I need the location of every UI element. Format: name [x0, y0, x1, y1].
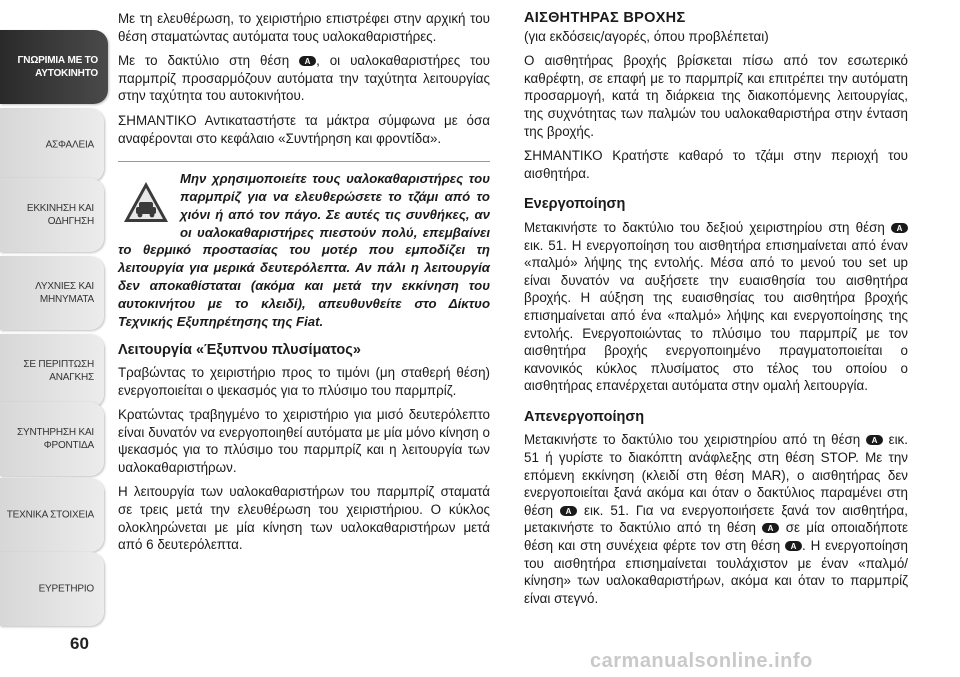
svg-text:A: A	[565, 506, 572, 516]
tab-technical-data[interactable]	[0, 478, 104, 552]
paragraph-important: ΣΗΜΑΝΤΙΚΟ Αντικαταστήστε τα μάκτρα σύμφωνα με όσα αναφέρονται στο κεφάλαιο «Συντήρηση και φροντίδα».	[118, 112, 490, 146]
paragraph: Κρατώντας τραβηγμένο το χειριστήριο για μισό δευτερόλεπτο είναι δυνατόν να ενεργοποιηθεί αυτόματα με μία μόνο κίνηση ο ψεκασμός για το πλύσιμο του παρμπρίζ και η λειτουργία των υαλοκαθαριστήρων.	[118, 407, 490, 475]
paragraph: Η λειτουργία των υαλοκαθαριστήρων του παρμπρίζ σταματά σε τρεις μετά την ελευθέρωση του χειριστήριου. Ο κύκλος ολοκληρώνεται με μία κίνηση των υαλοκαθαριστήρων μετά από 6 δευτερόλεπτα.	[118, 484, 490, 553]
text: , οι υαλοκαθαριστήρες του παρμπρίζ προσαρμόζουν αυτόματα την ταχύτητα λειτουργίας στην ταχύτητα του αυτοκινήτου.	[118, 53, 490, 104]
text: εικ. 51. Για να ενεργοποιήσετε ξανά τον αισθητήρα, μετακινήστε το δακτύλιο από τη θέση	[524, 502, 908, 536]
svg-text:A: A	[304, 57, 311, 67]
svg-text:A: A	[896, 223, 903, 233]
auto-wiper-icon	[891, 223, 908, 233]
svg-text:A: A	[871, 436, 878, 446]
auto-wiper-icon	[762, 523, 779, 533]
page-number: 60	[70, 634, 89, 653]
tab-label: ΕΥΡΕΤΗΡΙΟ	[38, 583, 94, 595]
right-column	[524, 10, 908, 614]
tab-label: ΣΥΝΤΗΡΗΣΗ ΚΑΙ ΦΡΟΝΤΙΔΑ	[17, 427, 94, 451]
auto-wiper-icon	[560, 506, 577, 516]
svg-text:A: A	[790, 542, 797, 552]
svg-text:A: A	[767, 524, 774, 534]
text: εικ. 51 ή γυρίστε το διακόπτη ανάφλεξης στη θέση STOP. Με την επόμενη εκκίνηση (κλειδί στη θέση MAR), ο αισθητήρας δεν ενεργοποιείται ξανά ακόμα και όταν ο δακτύλιος παραμένει στη θέση	[524, 432, 908, 518]
text: Μετακινήστε το δακτύλιο του χειριστηρίου από τη θέση	[524, 432, 861, 448]
tab-getting-to-know[interactable]	[0, 30, 108, 104]
watermark: carmanualsonline.info	[590, 650, 813, 672]
tab-safety[interactable]	[0, 108, 104, 182]
warning-triangle-icon	[122, 180, 170, 224]
section-subtitle: (για εκδόσεις/αγορές, όπου προβλέπεται)	[524, 28, 769, 44]
auto-wiper-icon	[866, 435, 883, 445]
text: Με το δακτύλιο στη θέση	[118, 53, 290, 69]
deactivation-heading: Απενεργοποίηση	[524, 408, 645, 425]
tab-index[interactable]	[0, 552, 104, 626]
warning-box	[118, 161, 490, 330]
tab-warning-lights[interactable]	[0, 256, 104, 330]
text: σε μία οποιαδήποτε θέση και στη συνέχεια φέρτε τον στη θέση	[524, 520, 908, 554]
section-title: ΑΙΣΘΗΤΗΡΑΣ ΒΡΟΧΗΣ	[524, 10, 686, 26]
paragraph: Με τη ελευθέρωση, το χειριστήριο επιστρέφει στην αρχική του θέση σταματώντας αυτόματα τους υαλοκαθαριστήρες.	[118, 11, 490, 44]
auto-wiper-icon	[299, 56, 316, 66]
tab-label: ΓΝΩΡΙΜΙΑ ΜΕ ΤΟ ΑΥΤΟΚΙΝΗΤΟ	[17, 55, 98, 79]
tab-label: ΛΥΧΝΙΕΣ ΚΑΙ ΜΗΝΥΜΑΤΑ	[35, 281, 94, 305]
text: εικ. 51. Η ενεργοποίηση του αισθητήρα επισημαίνεται από έναν «παλμό» λήψης της εντολής. Μέσα από το μενού του set up είναι δυνατόν να αυξήσετε την ευαισθησία του αισθητήρα βροχής. Η αύξηση της ευαισθησίας του αισθητήρα βροχής επισημαίνεται από ένα «παλμό» λήψης και ενεργοποίησης της εντολής. Ενεργοποιώντας το πλύσιμο του παρμπρίζ με τον αισθητήρα βροχής ενεργοποιημένο πραγματοποιείται ο κανονικός κύκλος πλυσίματος στο τέλος του οποίου ο αισθητήρας επανέρχεται αυτόματα στην ομαλή λειτουργία.	[524, 237, 908, 394]
warning-text: Μην χρησιμοποιείτε τους υαλοκαθαριστήρες του παρμπρίζ για να ελευθερώσετε το τζάμι από το χιόνι ή από τον πάγο. Σε αυτές τις συνθήκες, αν οι υαλοκαθαριστήρες πιεστούν πολύ, επεμβαίνει το θερμικό προστασίας του μοτέρ που εμποδίζει τη λειτουργία για μερικά δευτερόλεπτα. Αν πάλι η λειτουργία δεν αποκαθίσταται (ακόμα και μετά την εκκίνηση του αυτοκινήτου με το κλειδί), απευθυνθείτε στο Δίκτυο Τεχνικής Εξυπηρέτησης της Fiat.	[118, 171, 490, 329]
tab-starting-driving[interactable]	[0, 178, 104, 252]
paragraph: Τραβώντας το χειριστήριο προς το τιμόνι (μη σταθερή θέση) ενεργοποιείται ο ψεκασμός για το πλύσιμο του παρμπρίζ.	[118, 364, 490, 398]
paragraph-important: ΣΗΜΑΝΤΙΚΟ Κρατήστε καθαρό το τζάμι στην περιοχή του αισθητήρα.	[524, 148, 908, 181]
text: . Η ενεργοποίηση του αισθητήρα επισημαίνεται τουλάχιστον με έναν «παλμό/κίνηση» των υαλοκαθαριστήρων, ακόμα και όταν το παρμπρίζ είναι στεγνό.	[524, 538, 908, 606]
paragraph	[118, 52, 490, 105]
paragraph	[524, 431, 908, 607]
paragraph: Ο αισθητήρας βροχής βρίσκεται πίσω από τον εσωτερικό καθρέφτη, σε επαφή με το παρμπρίζ και επιτρέπει την αυτόματη προσαρμογή, κατά τη διάρκεια της διακοπόμενης λειτουργίας, της συχνότητας των παλμών του υαλοκαθαριστήρα στην ένταση της βροχής.	[524, 53, 908, 139]
activation-heading: Ενεργοποίηση	[524, 196, 626, 213]
tab-label: ΤΕΧΝΙΚΑ ΣΤΟΙΧΕΙΑ	[6, 509, 94, 521]
tab-maintenance[interactable]	[0, 402, 104, 476]
section-heading: Λειτουργία «Έξυπνου πλυσίματος»	[118, 342, 361, 359]
tab-label: ΕΚΚΙΝΗΣΗ ΚΑΙ ΟΔΗΓΗΣΗ	[26, 203, 94, 227]
left-column	[118, 10, 490, 561]
tab-label: ΑΣΦΑΛΕΙΑ	[45, 139, 94, 151]
auto-wiper-icon	[785, 541, 802, 551]
text: Μετακινήστε το δακτύλιο του δεξιού χειριστηρίου στη θέση	[524, 219, 885, 235]
paragraph	[524, 219, 908, 395]
tab-emergency[interactable]	[0, 334, 104, 408]
tab-label: ΣΕ ΠΕΡΙΠΤΩΣΗ ΑΝΑΓΚΗΣ	[23, 359, 94, 383]
chapter-sidebar	[0, 0, 110, 677]
